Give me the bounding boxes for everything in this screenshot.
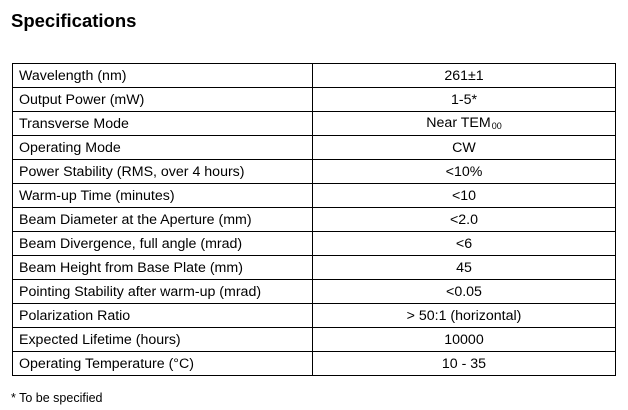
value-cell: 10000 xyxy=(313,328,616,352)
parameter-cell: Operating Temperature (°C) xyxy=(13,352,313,376)
table-row xyxy=(13,160,616,184)
parameter-cell: Transverse Mode xyxy=(13,112,313,136)
table-row xyxy=(13,352,616,376)
parameter-cell: Warm-up Time (minutes) xyxy=(13,184,313,208)
value-cell: <10% xyxy=(313,160,616,184)
parameter-cell: Pointing Stability after warm-up (mrad) xyxy=(13,280,313,304)
value-subscript: 00 xyxy=(491,121,502,131)
value-text: Near TEM xyxy=(426,115,491,131)
value-cell xyxy=(313,112,616,136)
table-row xyxy=(13,208,616,232)
value-cell: <2.0 xyxy=(313,208,616,232)
table-row xyxy=(13,256,616,280)
parameter-cell: Power Stability (RMS, over 4 hours) xyxy=(13,160,313,184)
table-row xyxy=(13,88,616,112)
specifications-table xyxy=(12,63,616,376)
parameter-cell: Beam Diameter at the Aperture (mm) xyxy=(13,208,313,232)
table-row xyxy=(13,304,616,328)
parameter-cell: Expected Lifetime (hours) xyxy=(13,328,313,352)
value-cell: CW xyxy=(313,136,616,160)
table-row xyxy=(13,112,616,136)
footnote: * To be specified xyxy=(11,391,103,405)
value-cell: 10 - 35 xyxy=(313,352,616,376)
value-cell: > 50:1 (horizontal) xyxy=(313,304,616,328)
table-row xyxy=(13,64,616,88)
value-cell: 45 xyxy=(313,256,616,280)
parameter-cell: Operating Mode xyxy=(13,136,313,160)
parameter-cell: Output Power (mW) xyxy=(13,88,313,112)
table-row xyxy=(13,280,616,304)
parameter-cell: Beam Divergence, full angle (mrad) xyxy=(13,232,313,256)
value-cell: 1-5* xyxy=(313,88,616,112)
parameter-cell: Wavelength (nm) xyxy=(13,64,313,88)
page-title: Specifications xyxy=(11,10,137,31)
value-cell: 261±1 xyxy=(313,64,616,88)
table-row xyxy=(13,184,616,208)
value-cell: <0.05 xyxy=(313,280,616,304)
table-row xyxy=(13,136,616,160)
table-row xyxy=(13,232,616,256)
value-cell: <6 xyxy=(313,232,616,256)
parameter-cell: Beam Height from Base Plate (mm) xyxy=(13,256,313,280)
parameter-cell: Polarization Ratio xyxy=(13,304,313,328)
value-cell: <10 xyxy=(313,184,616,208)
table-row xyxy=(13,328,616,352)
